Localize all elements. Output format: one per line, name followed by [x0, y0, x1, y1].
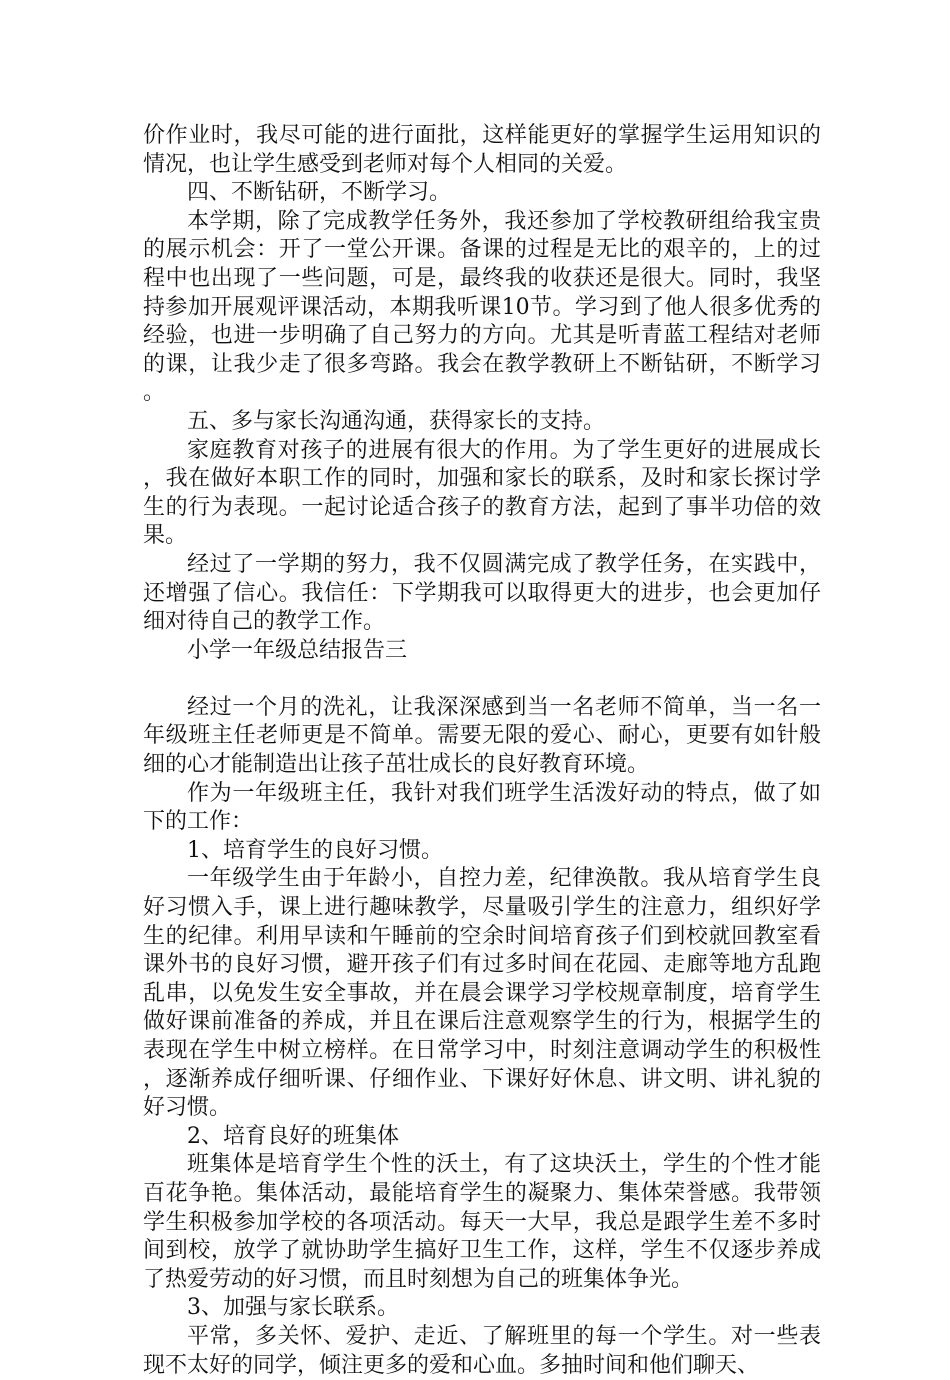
paragraph: 经过一个月的洗礼，让我深深感到当一名老师不简单，当一名一年级班主任老师更是不简单。需要无限的爱心、耐心，更要有如针般细的心才能制造出让孩子茁壮成长的良好教育环境。 — [143, 694, 821, 778]
document-body — [143, 122, 821, 1380]
section-heading-class: 2、培育良好的班集体 — [187, 1123, 399, 1149]
paragraph: 班集体是培育学生个性的沃土，有了这块沃土，学生的个性才能百花争艳。集体活动，最能培育学生的凝聚力、集体荣誉感。我带领学生积极参加学校的各项活动。每天一大早，我总是跟学生差不多时间到校，放学了就协助学生搞好卫生工作，这样，学生不仅逐步养成了热爱劳动的好习惯，而且时刻想为自己的班集体争光。 — [143, 1152, 821, 1292]
section-heading-parents: 五、多与家长沟通沟通，获得家长的支持。 — [187, 408, 606, 434]
section-heading-habits: 1、培育学生的良好习惯。 — [187, 837, 443, 863]
paragraph: 一年级学生由于年龄小，自控力差，纪律涣散。我从培育学生良好习惯入手，课上进行趣味教学，尽量吸引学生的注意力，组织好学生的纪律。利用早读和午睡前的空余时间培育孩子们到校就回教室看课外书的良好习惯，避开孩子们有过多时间在花园、走廊等地方乱跑乱串，以免发生安全事故，并在晨会课学习学校规章制度，培育学生做好课前准备的养成，并且在课后注意观察学生的行为，根据学生的表现在学生中树立榜样。在日常学习中，时刻注意调动学生的积极性，逐渐养成仔细听课、仔细作业、下课好好休息、讲文明、讲礼貌的好习惯。 — [143, 866, 821, 1121]
paragraph: 本学期，除了完成教学任务外，我还参加了学校教研组给我宝贵的展示机会：开了一堂公开课。备课的过程是无比的艰辛的，上的过程中也出现了一些问题，可是，最终我的收获还是很大。同时，我坚持参加开展观评课活动，本期我听课10节。学习到了他人很多优秀的经验，也进一步明确了自己努力的方向。尤其是听青蓝工程结对老师的课，让我少走了很多弯路。我会在教学教研上不断钻研，不断学习。 — [143, 208, 821, 406]
paragraph: 家庭教育对孩子的进展有很大的作用。为了学生更好的进展成长，我在做好本职工作的同时，加强和家长的联系，及时和家长探讨学生的行为表现。一起讨论适合孩子的教育方法，起到了事半功倍的效果。 — [143, 437, 821, 549]
paragraph: 经过了一学期的努力，我不仅圆满完成了教学任务，在实践中，还增强了信心。我信任：下学期我可以取得更大的进步，也会更加仔细对待自己的教学工作。 — [143, 551, 821, 635]
section-heading-contact: 3、加强与家长联系。 — [187, 1295, 399, 1321]
report-title: 小学一年级总结报告三 — [187, 637, 408, 663]
paragraph-continued: 价作业时，我尽可能的进行面批，这样能更好的掌握学生运用知识的情况，也让学生感受到老师对每个人相同的关爱。 — [143, 123, 821, 177]
section-heading-study: 四、不断钻研，不断学习。 — [187, 180, 452, 206]
paragraph: 作为一年级班主任，我针对我们班学生活泼好动的特点，做了如下的工作： — [143, 780, 821, 835]
paragraph: 平常，多关怀、爱护、走近、了解班里的每一个学生。对一些表现不太好的同学，倾注更多的爱和心血。多抽时间和他们聊天、 — [143, 1323, 821, 1378]
blank-line — [143, 665, 821, 694]
